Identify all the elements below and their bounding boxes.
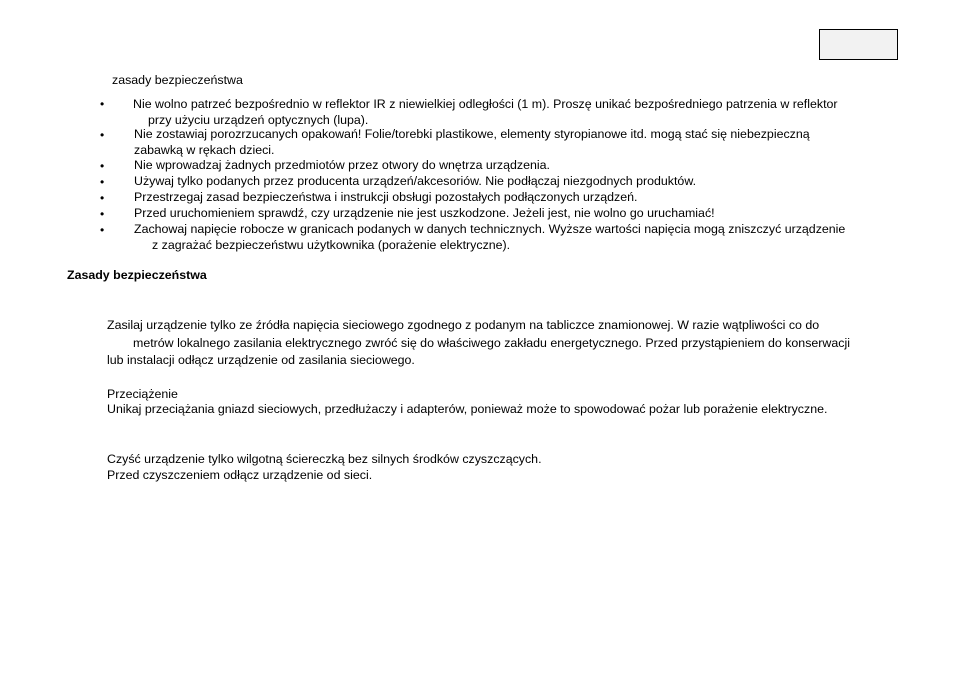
page-number-box — [819, 29, 898, 60]
bullet-marker: • — [100, 97, 105, 111]
overload-title: Przeciążenie — [107, 387, 178, 401]
bullet-2-line1: Nie zostawiaj porozrzucanych opakowań! Folie/torebki plastikowe, elementy styropianowe itd. mogą stać się niebezpieczną — [134, 127, 810, 141]
bullet-4-line1: Używaj tylko podanych przez producenta urządzeń/akcesoriów. Nie podłączaj niezgodnych produktów. — [134, 174, 697, 188]
bullet-marker: • — [100, 128, 105, 142]
bullet-3-line1: Nie wprowadzaj żadnych przedmiotów przez otwory do wnętrza urządzenia. — [134, 158, 550, 172]
bullet-marker: • — [100, 207, 105, 221]
bullet-5-line1: Przestrzegaj zasad bezpieczeństwa i instrukcji obsługi pozostałych podłączonych urządzeń. — [134, 190, 638, 204]
cleaning-line1: Czyść urządzenie tylko wilgotną ściereczką bez silnych środków czyszczących. — [107, 452, 542, 466]
bullet-1-line1: Nie wolno patrzeć bezpośrednio w reflektor IR z niewielkiej odległości (1 m). Proszę unikać bezpośredniego patrzenia w reflektor — [133, 97, 838, 111]
bullet-6-line1: Przed uruchomieniem sprawdź, czy urządzenie nie jest uszkodzone. Jeżeli jest, nie wolno go uruchamiać! — [134, 206, 715, 220]
section-heading: Zasady bezpieczeństwa — [67, 268, 207, 282]
bullet-marker: • — [100, 175, 105, 189]
cleaning-line2: Przed czyszczeniem odłącz urządzenie od sieci. — [107, 468, 373, 482]
overload-text: Unikaj przeciążania gniazd sieciowych, przedłużaczy i adapterów, ponieważ może to spowodować pożar lub porażenie elektryczne. — [107, 402, 828, 416]
bullet-marker: • — [100, 159, 105, 173]
bullet-marker: • — [100, 223, 105, 237]
power-line3: lub instalacji odłącz urządzenie od zasilania sieciowego. — [107, 353, 415, 367]
intro-text: zasady bezpieczeństwa — [112, 73, 243, 87]
bullet-2-line2: zabawką w rękach dzieci. — [134, 143, 275, 157]
bullet-7-line2: z zagrażać bezpieczeństwu użytkownika (porażenie elektryczne). — [152, 238, 511, 252]
bullet-1-line2: przy użyciu urządzeń optycznych (lupa). — [148, 113, 369, 127]
bullet-marker: • — [100, 191, 105, 205]
power-line1: Zasilaj urządzenie tylko ze źródła napięcia sieciowego zgodnego z podanym na tabliczce znamionowej. W razie wątpliwości co do — [107, 318, 820, 332]
bullet-7-line1: Zachowaj napięcie robocze w granicach podanych w danych technicznych. Wyższe wartości napięcia mogą zniszczyć urządzenie — [134, 222, 846, 236]
power-line2: metrów lokalnego zasilania elektrycznego zwróć się do właściwego zakładu energetycznego. Przed przystąpieniem do konserwacji — [133, 336, 850, 350]
